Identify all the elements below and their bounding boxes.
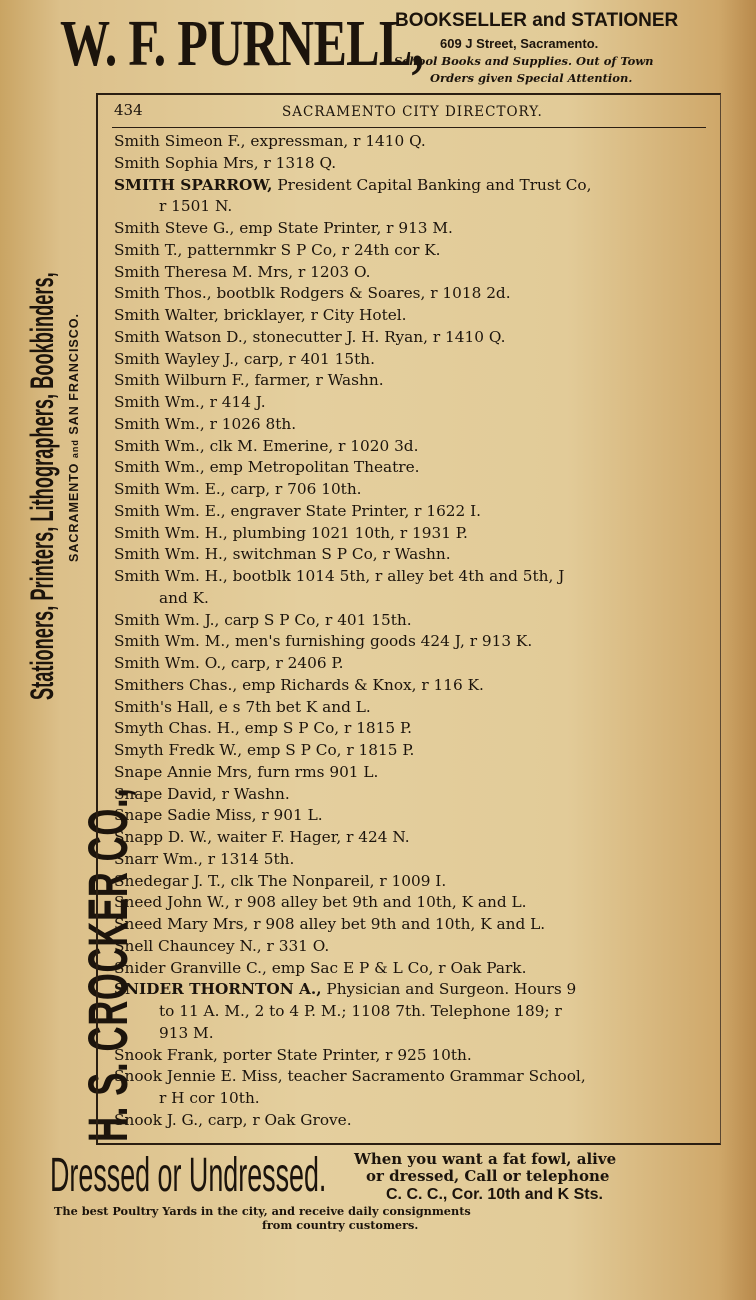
directory-entry (114, 892, 714, 914)
entry-name: Smith Walter, (114, 306, 219, 324)
entry-details: men's furnishing goods 424 J, r 913 K. (230, 632, 533, 651)
poultry-ad-line: When you want a fat fowl, alive (354, 1150, 617, 1168)
entry-details: patternmkr S P Co, r 24th cor K. (182, 240, 441, 259)
directory-entry (114, 544, 714, 566)
entry-details: waiter F. Hager, r 424 N. (212, 828, 410, 846)
entry-name: Smith Wm. H., (114, 523, 228, 542)
directory-entry (114, 849, 714, 871)
header-rule (112, 127, 706, 128)
directory-entry (114, 914, 714, 936)
directory-entry (114, 675, 714, 697)
directory-entry (114, 762, 714, 784)
directory-entry (114, 631, 714, 653)
entry-name: Smith Wilburn F., (114, 371, 250, 390)
entry-details: r 1203 O. (293, 262, 371, 281)
directory-entry (114, 392, 714, 414)
entry-continuation: 913 M. (159, 1023, 214, 1042)
entry-details: bootblk 1014 5th, r alley bet 4th and 5th, J (227, 567, 565, 585)
entry-name: Snape Sadie Miss, (114, 806, 257, 825)
directory-entry (114, 501, 714, 523)
directory-entry (114, 262, 714, 284)
directory-entry (114, 1045, 714, 1067)
entry-name: Smith Wm. E., (114, 480, 226, 498)
directory-entry (114, 718, 714, 740)
entry-details: r 908 alley bet 9th and 10th, K and L. (248, 915, 546, 933)
entry-name: SNIDER THORNTON A., (114, 980, 322, 999)
entry-details: President Capital Banking and Trust Co, (272, 175, 592, 194)
entry-name: Smith Steve G., (114, 219, 235, 237)
directory-entry (114, 327, 714, 349)
entry-details: porter State Printer, r 925 10th. (217, 1045, 472, 1064)
entry-name: Smith Wm. E., (114, 501, 226, 520)
entry-details: farmer, r Washn. (249, 371, 384, 390)
directory-entry (114, 240, 714, 262)
directory-entries (114, 131, 714, 1132)
crocker-and: and (70, 439, 80, 459)
directory-entry (114, 457, 714, 479)
running-head: SACRAMENTO CITY DIRECTORY. (282, 104, 543, 120)
entry-name: Smith's Hall, (114, 697, 214, 716)
entry-name: Snell Chauncey N., (114, 936, 262, 955)
directory-entry (114, 349, 714, 371)
directory-entry (114, 697, 714, 719)
entry-name: Smyth Fredk W., (114, 741, 243, 759)
crocker-ad-services (24, 0, 60, 700)
entry-name: Snarr Wm., (114, 849, 203, 868)
entry-name: Smyth Chas. H., (114, 719, 240, 738)
entry-name: Smith Sophia Mrs, (114, 153, 259, 172)
entry-name: Snook Frank, (114, 1045, 218, 1064)
entry-name: Snedegar J. T., (114, 871, 226, 890)
entry-details: emp Metropolitan Theatre. (204, 458, 420, 477)
entry-details: r 908 alley bet 9th and 10th, K and L. (229, 893, 527, 912)
entry-name: Smith Wm. H., (114, 545, 228, 564)
directory-entry (114, 305, 714, 327)
entry-details: engraver State Printer, r 1622 I. (225, 501, 482, 520)
entry-details: carp, r 706 10th. (225, 480, 362, 498)
entry-details: furn rms 901 L. (252, 762, 379, 781)
entry-name: Smith Wm. J., (114, 610, 220, 629)
entry-details: r 331 O. (261, 936, 330, 955)
entry-name: Smith Wm. H., (114, 567, 228, 585)
directory-entry (114, 566, 714, 610)
directory-entry (114, 871, 714, 893)
entry-name: Snapp D. W., (114, 828, 213, 846)
entry-details: clk The Nonpareil, r 1009 I. (225, 871, 447, 890)
directory-entry (114, 414, 714, 436)
entry-details: teacher Sacramento Grammar School, (282, 1067, 586, 1086)
entry-name: Snape David, (114, 784, 217, 803)
directory-entry (114, 653, 714, 675)
purnell-ad-title: BOOKSELLER and STATIONER (395, 10, 679, 31)
entry-details: carp, r Oak Grove. (202, 1110, 352, 1129)
entry-details: r 1026 8th. (204, 414, 297, 433)
entry-details: carp S P Co, r 401 15th. (219, 610, 412, 629)
entry-name: Smith Wayley J., (114, 349, 240, 368)
entry-details: r Washn. (216, 784, 290, 803)
entry-details: emp Sac E P & L Co, r Oak Park. (266, 958, 527, 977)
entry-name: Snook J. G., (114, 1110, 203, 1129)
entry-continuation: and K. (159, 588, 209, 607)
entry-details: emp State Printer, r 913 M. (234, 219, 453, 237)
entry-details: expressman, r 1410 Q. (245, 132, 426, 150)
entry-name: Smith Simeon F., (114, 132, 246, 150)
directory-entry (114, 1066, 714, 1110)
directory-entry (114, 175, 714, 219)
entry-details: r 414 J. (204, 393, 266, 411)
purnell-ad-line: School Books and Supplies. Out of Town (394, 54, 654, 68)
entry-name: Smithers Chas., (114, 675, 238, 694)
directory-entry (114, 283, 714, 305)
directory-entry (114, 436, 714, 458)
directory-entry (114, 218, 714, 240)
entry-name: Smith Wm. M., (114, 632, 231, 651)
directory-entry (114, 784, 714, 806)
directory-entry (114, 1110, 714, 1132)
directory-entry (114, 523, 714, 545)
entry-continuation: r H cor 10th. (159, 1089, 260, 1107)
purnell-ad-line: Orders given Special Attention. (430, 71, 633, 85)
crocker-city: SAN FRANCISCO. (67, 313, 81, 435)
directory-entry (114, 610, 714, 632)
entry-continuation: r 1501 N. (159, 197, 233, 216)
entry-name: Smith Watson D., (114, 327, 248, 346)
purnell-ad-address: 609 J Street, Sacramento. (440, 36, 599, 51)
entry-name: Sneed John W., (114, 893, 230, 912)
poultry-headline-text: Dressed or Undressed. (50, 1149, 327, 1202)
entry-details: r 901 L. (256, 806, 323, 825)
entry-details: plumbing 1021 10th, r 1931 P. (227, 523, 468, 542)
entry-name: Snape Annie Mrs, (114, 762, 253, 781)
entry-name: Smith Wm., (114, 436, 205, 455)
entry-details: bootblk Rodgers & Soares, r 1018 2d. (211, 284, 511, 303)
entry-details: bricklayer, r City Hotel. (218, 306, 407, 324)
entry-details: emp Richards & Knox, r 116 K. (237, 675, 484, 694)
directory-entry (114, 740, 714, 762)
entry-details: stonecutter J. H. Ryan, r 1410 Q. (247, 327, 506, 346)
directory-entry (114, 979, 714, 1044)
entry-details: emp S P Co, r 1815 P. (242, 741, 415, 759)
directory-entry (114, 479, 714, 501)
entry-name: Smith Theresa M. Mrs, (114, 262, 294, 281)
entry-details: e s 7th bet K and L. (213, 697, 371, 716)
entry-details: carp, r 2406 P. (226, 654, 344, 672)
crocker-company-name: H. S. CROCKER CO., (76, 787, 139, 1142)
entry-name: Smith T., (114, 240, 183, 259)
poultry-ad-line: or dressed, Call or telephone (366, 1167, 610, 1185)
poultry-ad-line: The best Poultry Yards in the city, and receive daily consignments (54, 1204, 471, 1218)
crocker-ad-cities (66, 313, 83, 562)
entry-details: Physician and Surgeon. Hours 9 (321, 980, 577, 999)
entry-details: clk M. Emerine, r 1020 3d. (204, 436, 419, 455)
entry-details: switchman S P Co, r Washn. (227, 545, 451, 564)
entry-name: Smith Thos., (114, 284, 212, 303)
entry-details: emp S P Co, r 1815 P. (239, 719, 413, 738)
poultry-ad-address: C. C. C., Cor. 10th and K Sts. (386, 1186, 603, 1203)
entry-details: r 1314 5th. (202, 849, 295, 868)
entry-name: Sneed Mary Mrs, (114, 915, 249, 933)
crocker-city: SACRAMENTO (67, 462, 81, 562)
entry-name: SMITH SPARROW, (114, 175, 273, 194)
directory-entry (114, 936, 714, 958)
directory-entry (114, 958, 714, 980)
entry-name: Snider Granville C., (114, 958, 267, 977)
purnell-ad-name: W. F. PURNELL, (60, 7, 424, 80)
directory-entry (114, 370, 714, 392)
poultry-ad-line: from country customers. (262, 1218, 419, 1232)
entry-continuation: to 11 A. M., 2 to 4 P. M.; 1108 7th. Telephone 189; r (159, 1002, 562, 1020)
entry-name: Smith Wm., (114, 458, 205, 477)
directory-entry (114, 827, 714, 849)
directory-entry (114, 805, 714, 827)
entry-name: Smith Wm., (114, 414, 205, 433)
directory-entry (114, 153, 714, 175)
entry-name: Snook Jennie E. Miss, (114, 1067, 283, 1086)
entry-details: carp, r 401 15th. (239, 349, 375, 368)
entry-name: Smith Wm. O., (114, 654, 227, 672)
directory-entry (114, 131, 714, 153)
entry-details: r 1318 Q. (258, 153, 337, 172)
page-number: 434 (114, 101, 143, 119)
entry-name: Smith Wm., (114, 393, 205, 411)
crocker-services-text: Stationers, Printers, Lithographers, Bookbinders, (24, 272, 60, 700)
